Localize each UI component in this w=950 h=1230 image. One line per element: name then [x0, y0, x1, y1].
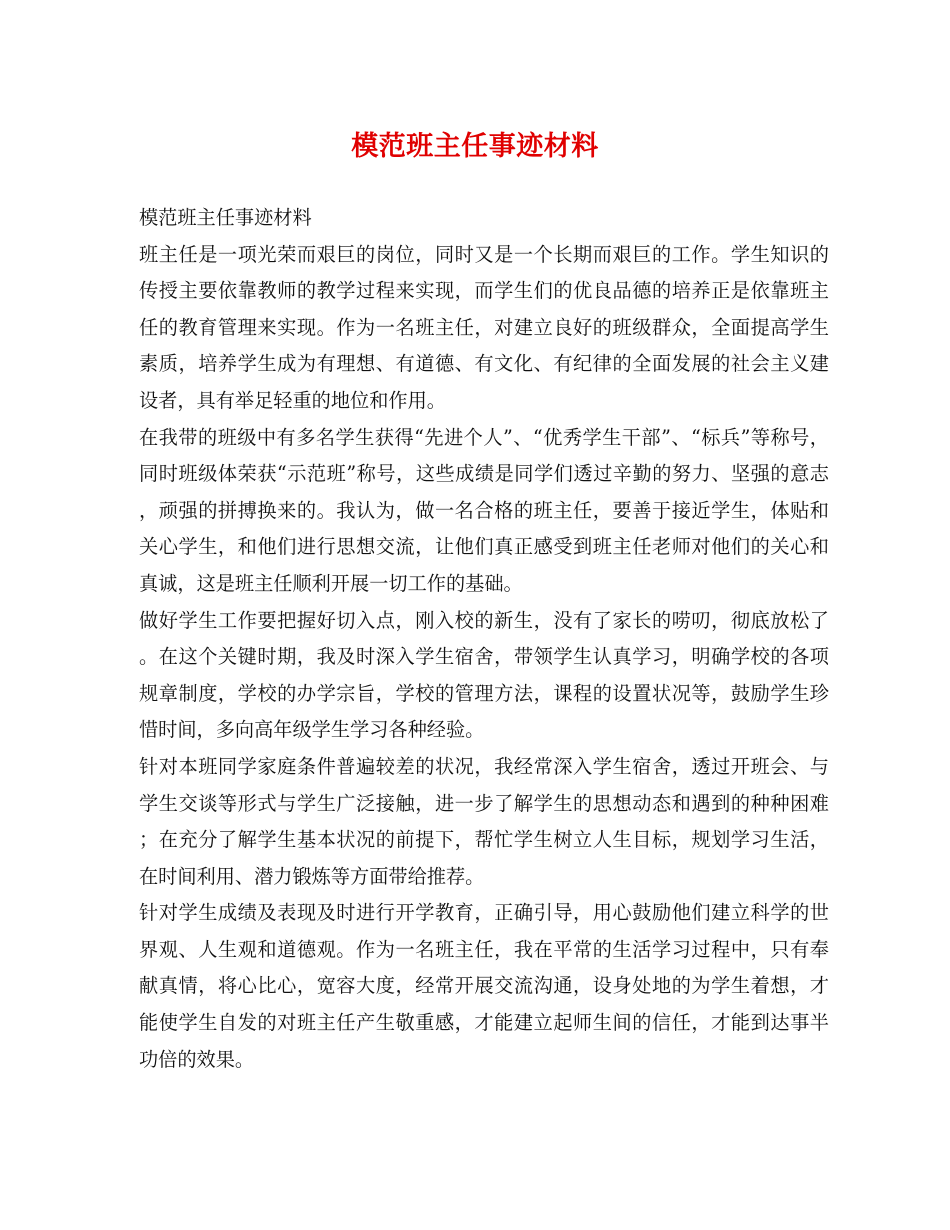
- paragraph-2: 在我带的班级中有多名学生获得“先进个人”、“优秀学生干部”、“标兵”等称号，同时班级体荣获“示范班”称号，这些成绩是同学们透过辛勤的努力、坚强的意志，顽强的拼搏换来的。我认为，做一名合格的班主任，要善于接近学生，体贴和关心学生，和他们进行思想交流，让他们真正感受到班主任老师对他们的关心和真诚，这是班主任顺利开展一切工作的基础。: [139, 425, 829, 595]
- paragraph-4: 针对本班同学家庭条件普遍较差的状况，我经常深入学生宿舍，透过开班会、与学生交谈等形式与学生广泛接触，进一步了解学生的思想动态和遇到的种种困难；在充分了解学生基本状况的前提下，帮忙学生树立人生目标，规划学习生活，在时间利用、潜力锻炼等方面带给推荐。: [139, 754, 829, 888]
- paragraph-1: 班主任是一项光荣而艰巨的岗位，同时又是一个长期而艰巨的工作。学生知识的传授主要依靠教师的教学过程来实现，而学生们的优良品德的培养正是依靠班主任的教育管理来实现。作为一名班主任，对建立良好的班级群众，全面提高学生素质，培养学生成为有理想、有道德、有文化、有纪律的全面发展的社会主义建设者，具有举足轻重的地位和作用。: [139, 242, 829, 412]
- document-body: [139, 200, 829, 1078]
- document-title: 模范班主任事迹材料: [351, 131, 599, 162]
- paragraph-5: 针对学生成绩及表现及时进行开学教育，正确引导，用心鼓励他们建立科学的世界观、人生观和道德观。作为一名班主任，我在平常的生活学习过程中，只有奉献真情，将心比心，宽容大度，经常开展交流沟通，设身处地的为学生着想，才能使学生自发的对班主任产生敬重感，才能建立起师生间的信任，才能到达事半功倍的效果。: [139, 901, 829, 1071]
- paragraph-subtitle: 模范班主任事迹材料: [139, 206, 312, 229]
- paragraph-3: 做好学生工作要把握好切入点，刚入校的新生，没有了家长的唠叨，彻底放松了。在这个关键时期，我及时深入学生宿舍，带领学生认真学习，明确学校的各项规章制度，学校的办学宗旨，学校的管理方法，课程的设置状况等，鼓励学生珍惜时间，多向高年级学生学习各种经验。: [139, 608, 829, 742]
